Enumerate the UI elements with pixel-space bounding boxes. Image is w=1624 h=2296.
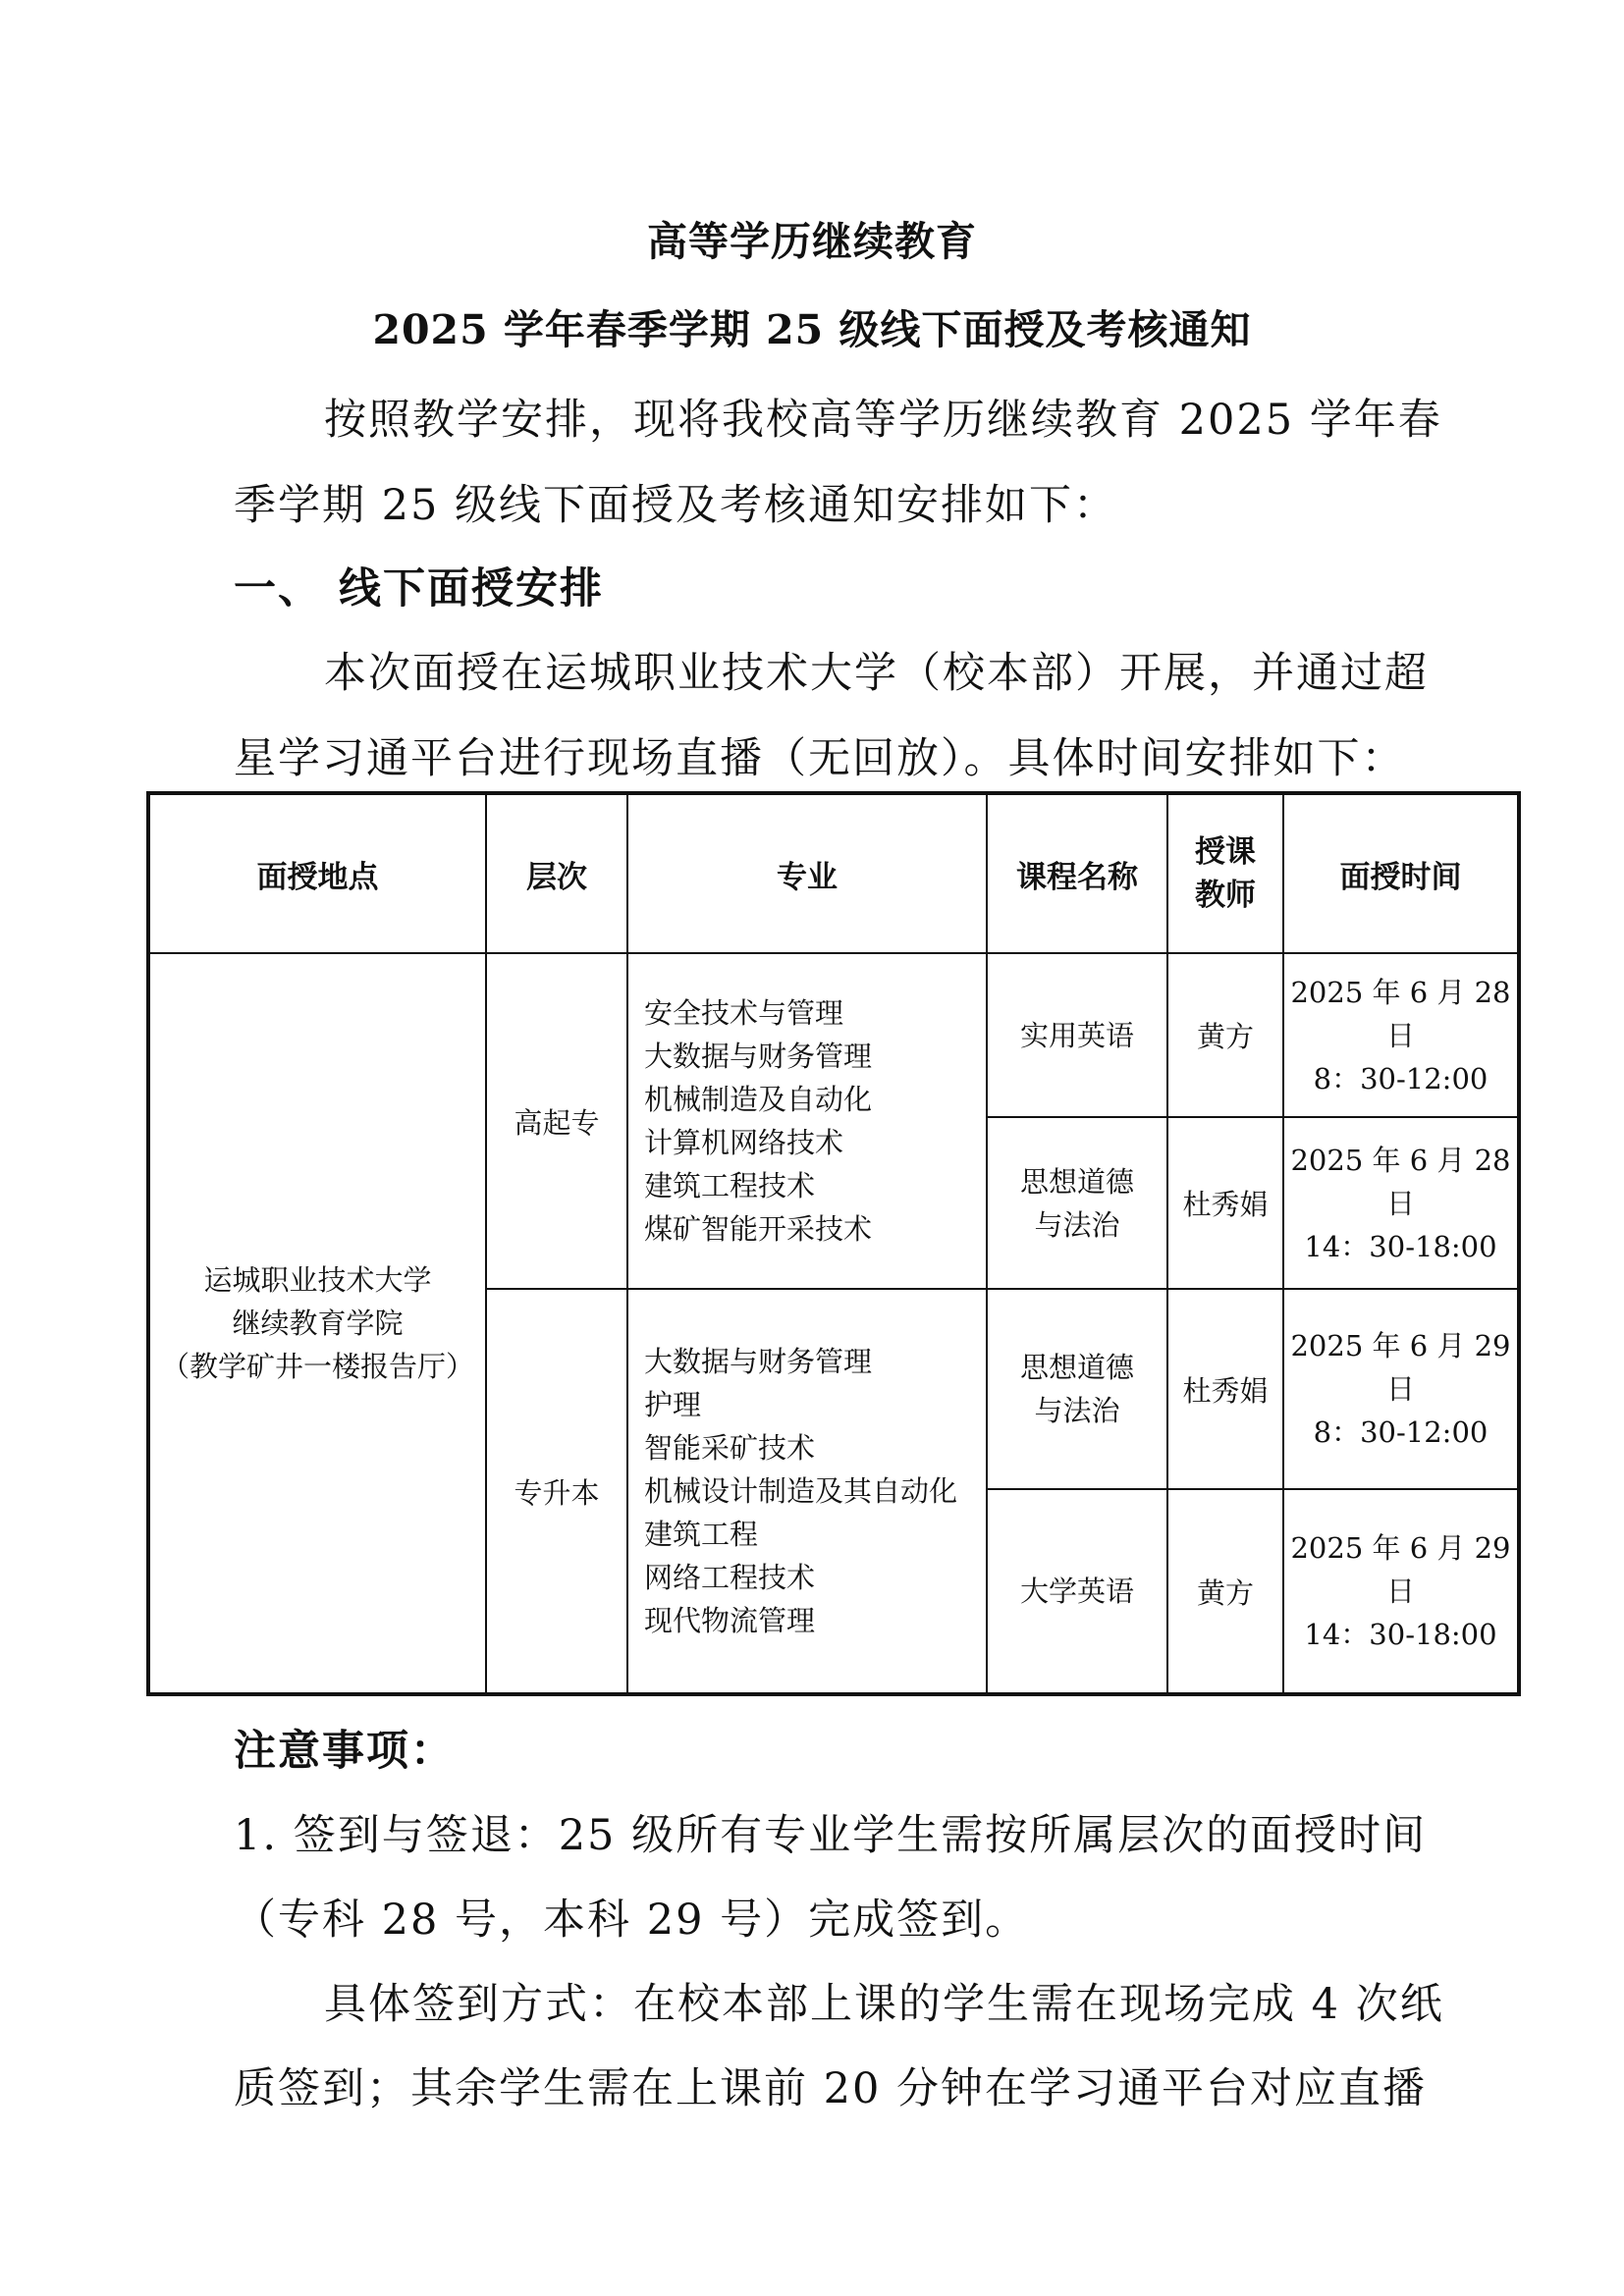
major-item: 煤矿智能开采技术 (644, 1212, 873, 1246)
notes-item-2-line-1: 具体签到方式：在校本部上课的学生需在现场完成 4 次纸 (324, 1980, 1444, 2029)
course-cell (987, 1489, 1167, 1694)
session-date: 2025 年 6 月 29 日 (1290, 1329, 1511, 1406)
session-hours: 8：30-12:00 (1313, 1415, 1489, 1449)
major-item: 智能采矿技术 (644, 1431, 816, 1465)
session-hours: 14：30-18:00 (1304, 1618, 1497, 1651)
notes-item-1-line-2: （专科 28 号，本科 29 号）完成签到。 (234, 1896, 1030, 1945)
header-major: 专业 (627, 793, 987, 953)
teacher-cell: 黄方 (1167, 953, 1283, 1117)
header-course: 课程名称 (987, 793, 1167, 953)
major-item: 机械设计制造及其自动化 (644, 1474, 958, 1508)
major-item: 计算机网络技术 (644, 1126, 844, 1159)
header-location: 面授地点 (148, 793, 486, 953)
majors-cell (627, 953, 987, 1289)
location-line-2: 继续教育学院 (232, 1307, 404, 1340)
document-subtitle: 2025 学年春季学期 25 级线下面授及考核通知 (372, 306, 1252, 353)
header-time: 面授时间 (1283, 793, 1519, 953)
intro-line-2: 季学期 25 级线下面授及考核通知安排如下： (234, 481, 1118, 530)
major-item: 建筑工程 (644, 1518, 759, 1551)
level-cell: 高起专 (486, 953, 627, 1289)
schedule-table (146, 791, 1521, 1696)
session-date: 2025 年 6 月 28 日 (1290, 1143, 1511, 1220)
time-cell (1283, 1117, 1519, 1289)
session-hours: 8：30-12:00 (1313, 1061, 1489, 1095)
document-title: 高等学历继续教育 (647, 218, 977, 265)
course-line-1: 大学英语 (1019, 1575, 1134, 1608)
major-item: 建筑工程技术 (644, 1169, 816, 1202)
intro-line-1: 按照教学安排，现将我校高等学历继续教育 2025 学年春 (324, 396, 1442, 445)
header-teacher (1167, 793, 1283, 953)
header-level: 层次 (486, 793, 627, 953)
major-item: 大数据与财务管理 (644, 1345, 873, 1378)
session-date: 2025 年 6 月 28 日 (1290, 975, 1511, 1052)
course-cell (987, 953, 1167, 1117)
teacher-cell: 杜秀娟 (1167, 1289, 1283, 1489)
section-line-2: 星学习通平台进行现场直播（无回放）。具体时间安排如下： (234, 734, 1406, 783)
major-item: 护理 (644, 1388, 702, 1421)
major-item: 大数据与财务管理 (644, 1040, 873, 1073)
session-hours: 14：30-18:00 (1304, 1229, 1497, 1263)
teacher-cell: 黄方 (1167, 1489, 1283, 1694)
course-line-1: 实用英语 (1019, 1018, 1134, 1052)
course-line-1: 思想道德 (1019, 1164, 1134, 1199)
table-row (148, 953, 1519, 1117)
course-line-2: 与法治 (1034, 1394, 1120, 1427)
level-cell: 专升本 (486, 1289, 627, 1694)
header-teacher-line-1: 授课 (1195, 834, 1256, 870)
course-cell (987, 1289, 1167, 1489)
header-teacher-line-2: 教师 (1195, 878, 1256, 913)
section-line-1: 本次面授在运城职业技术大学（校本部）开展，并通过超 (324, 649, 1429, 698)
time-cell (1283, 1289, 1519, 1489)
table-header-row (148, 793, 1519, 953)
course-line-2: 与法治 (1034, 1207, 1120, 1242)
notes-item-2-line-2: 质签到；其余学生需在上课前 20 分钟在学习通平台对应直播 (234, 2064, 1428, 2113)
location-cell (148, 953, 486, 1694)
major-item: 网络工程技术 (644, 1561, 816, 1594)
notes-item-1-line-1: 1. 签到与签退：25 级所有专业学生需按所属层次的面授时间 (234, 1811, 1428, 1860)
notes-heading: 注意事项： (234, 1727, 455, 1776)
location-line-1: 运城职业技术大学 (203, 1263, 432, 1297)
section-heading: 一、 线下面授安排 (234, 564, 604, 614)
majors-cell (627, 1289, 987, 1694)
major-item: 现代物流管理 (644, 1604, 816, 1637)
location-line-3: （教学矿井一楼报告厅） (160, 1350, 474, 1383)
course-line-1: 思想道德 (1019, 1351, 1134, 1384)
teacher-cell: 杜秀娟 (1167, 1117, 1283, 1289)
time-cell (1283, 1489, 1519, 1694)
session-date: 2025 年 6 月 29 日 (1290, 1531, 1511, 1608)
major-item: 安全技术与管理 (644, 996, 844, 1030)
course-cell (987, 1117, 1167, 1289)
time-cell (1283, 953, 1519, 1117)
major-item: 机械制造及自动化 (644, 1083, 873, 1116)
